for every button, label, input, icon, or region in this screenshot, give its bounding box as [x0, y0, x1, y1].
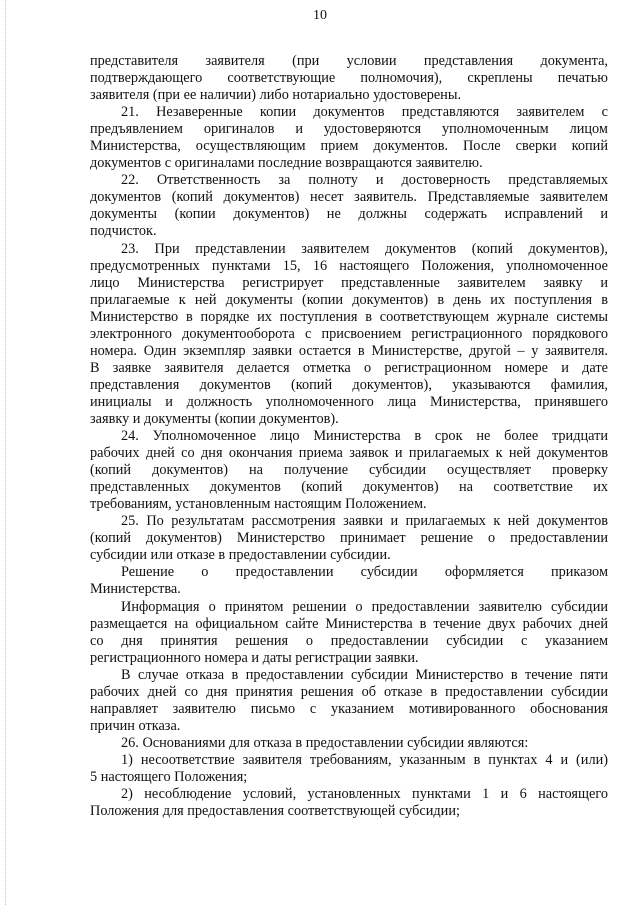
text-line: (копий документов) на получение субсидии осуществляет проверку [90, 462, 608, 479]
text-line: предъявлением оригиналов и удостоверяются уполномоченным лицом [90, 121, 608, 138]
page-number: 10 [313, 8, 327, 23]
text-line: документов (копий документов) несет заявитель. Представляемые заявителем [90, 189, 608, 206]
paragraph-p23 [90, 241, 608, 429]
text-line: 22. Ответственность за полноту и достоверность представляемых [121, 172, 608, 189]
text-line: представленных документов (копий документов) на соответствие их [90, 479, 608, 496]
text-line: заявку и документы (копии документов). [90, 410, 339, 427]
document-body [90, 53, 608, 820]
text-line: представления документов (копий документов), указываются фамилия, [90, 376, 608, 393]
paragraph-p22 [90, 172, 608, 240]
text-line: документы (копии документов) не должны содержать исправлений и [90, 206, 608, 223]
text-line: 23. При представлении заявителем документов (копий документов), [121, 240, 608, 257]
page-edge [5, 0, 6, 905]
text-line: Положения для предоставления соответствующей субсидии; [90, 803, 460, 820]
text-line: причин отказа. [90, 717, 181, 734]
text-line: прилагаемые к ней документы (копии документов) в день их поступления в [90, 291, 608, 308]
text-line: рабочих дней со дня окончания приема заявок и прилагаемых к ней документов [90, 445, 608, 462]
text-line: Министерство в порядке их поступления в соответствующем журнале системы [90, 308, 608, 325]
text-line: рабочих дней со дня принятия решения об отказе в предоставлении субсидии [90, 683, 608, 700]
text-line: со дня принятия решения о предоставлении субсидии с указанием [90, 632, 608, 649]
paragraph-p25c [90, 667, 608, 735]
text-line: 24. Уполномоченное лицо Министерства в срок не более тридцати [121, 428, 608, 445]
text-line: Министерства. [90, 581, 181, 598]
text-line: 2) несоблюдение условий, установленных пунктами 1 и 6 настоящего [121, 786, 608, 803]
paragraph-p25 [90, 513, 608, 564]
paragraph-p25b [90, 599, 608, 667]
text-line: 26. Основаниями для отказа в предоставлении субсидии являются: [121, 734, 529, 751]
text-line: Информация о принятом решении о предоставлении заявителю субсидии [121, 598, 608, 615]
text-line: электронного документооборота с присвоением регистрационного порядкового [90, 325, 608, 342]
text-line: подтверждающего соответствующие полномочия), скреплены печатью [90, 70, 608, 87]
text-line: В случае отказа в предоставлении субсидии Министерство в течение пяти [121, 666, 608, 683]
text-line: представителя заявителя (при условии представления документа, [90, 53, 608, 69]
paragraph-p26 [90, 735, 608, 752]
text-line: 21. Незаверенные копии документов представляются заявителем с [121, 104, 608, 121]
paragraph-p26_2 [90, 786, 608, 820]
text-line: лицо Министерства регистрирует представленные заявителем заявку и [90, 274, 608, 291]
text-line: заявителя (при ее наличии) либо нотариально удостоверены. [90, 87, 462, 104]
paragraph-p21 [90, 104, 608, 172]
text-line: (копий документов) Министерство принимает решение о предоставлении [90, 530, 608, 547]
paragraph-p24 [90, 428, 608, 513]
text-line: регистрационного номера и даты регистрации заявки. [90, 649, 419, 666]
text-line: субсидии или отказе в предоставлении субсидии. [90, 547, 391, 564]
text-line: инициалы и должность уполномоченного лица Министерства, принявшего [90, 393, 608, 410]
text-line: 5 настоящего Положения; [90, 768, 248, 785]
text-line: Решение о предоставлении субсидии оформляется приказом [121, 564, 608, 581]
text-line: направляет заявителю письмо с указанием мотивированного обоснования [90, 700, 608, 717]
text-line: предусмотренных пунктами 15, 16 настоящего Положения, уполномоченное [90, 257, 608, 274]
text-line: подчисток. [90, 223, 157, 240]
text-line: номера. Один экземпляр заявки остается в Министерстве, другой – у заявителя. [90, 342, 608, 359]
text-line: В заявке заявителя делается отметка о регистрационном номере и дате [90, 359, 608, 376]
paragraph-p0 [90, 53, 608, 104]
paragraph-p26_1 [90, 752, 608, 786]
text-line: 1) несоответствие заявителя требованиям, указанным в пунктах 4 и (или) [121, 751, 608, 768]
text-line: 25. По результатам рассмотрения заявки и прилагаемых к ней документов [121, 513, 608, 530]
paragraph-p25a [90, 564, 608, 598]
text-line: требованиям, установленным настоящим Положением. [90, 496, 427, 513]
text-line: документов с оригиналами последние возвращаются заявителю. [90, 155, 483, 172]
text-line: Министерства, осуществляющим прием документов. После сверки копий [90, 138, 608, 155]
text-line: размещается на официальном сайте Министерства в течение двух рабочих дней [90, 615, 608, 632]
